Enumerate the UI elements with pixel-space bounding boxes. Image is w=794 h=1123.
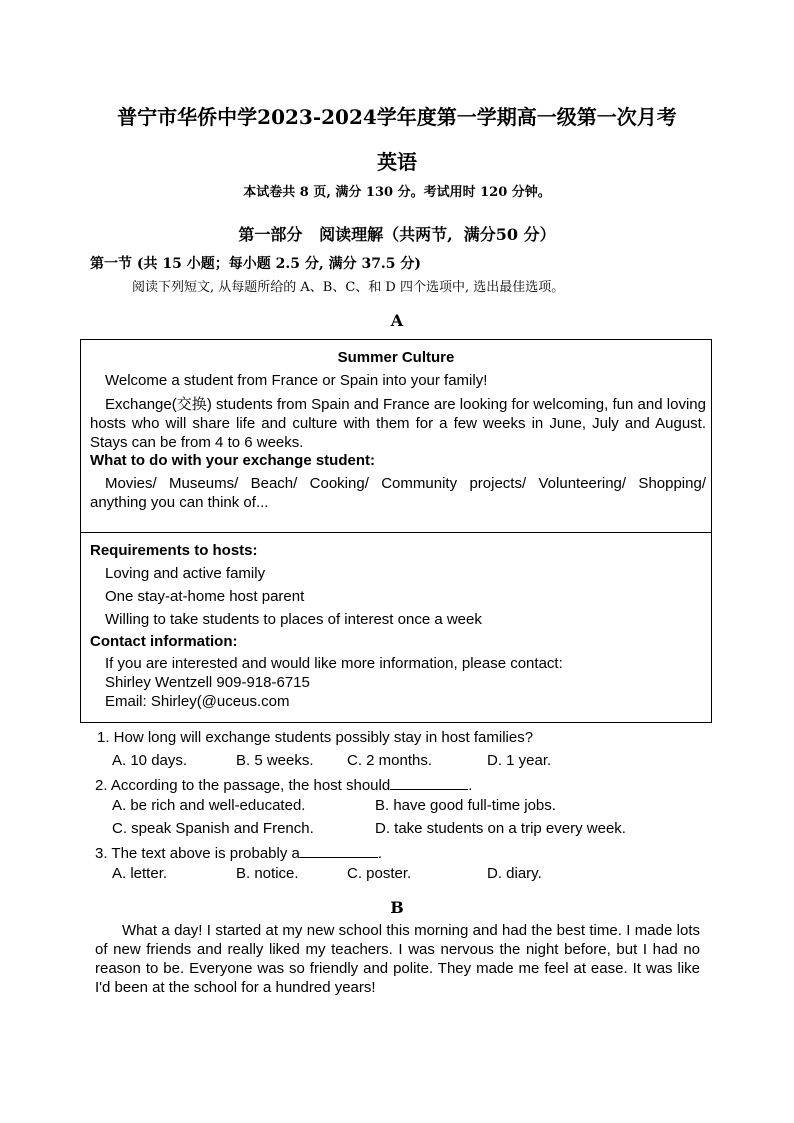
passage-b-text: What a day! I started at my new school this morning and had the best time. I made lots of new friends and really liked my teachers. I was nervous the night before, but I had no reason to be. Everyone was so friendly and polite. They made me feel at ease. It was like I'd been at the school for a hundred years! [95, 922, 700, 996]
contact-line: If you are interested and would like more information, please contact: [105, 655, 563, 672]
section-one-heading: 第一节 (共 15 小题；每小题 2.5 分, 满分 37.5 分) [90, 256, 422, 272]
part-one-heading: 第一部分 阅读理解（共两节, 满分50 分） [238, 225, 556, 244]
requirements-heading: Requirements to hosts: [90, 542, 258, 559]
passage-b-label: B [390, 898, 404, 917]
question-stem: 3. The text above is probably a . [95, 845, 383, 862]
answer-blank [300, 843, 378, 858]
option-b[interactable]: B. 5 weeks. [236, 752, 314, 769]
activities-heading: What to do with your exchange student: [90, 452, 375, 469]
exchange-paragraph: Exchange(交换) students from Spain and France are looking for welcoming, fun and loving hosts who will share life and culture with them for a few weeks in June, July and August. Stays can be from 4 to 6 weeks. [90, 396, 706, 451]
passage-a-label: A [390, 311, 404, 330]
option-b[interactable]: B. have good full-time jobs. [375, 797, 556, 814]
contact-heading: Contact information: [90, 633, 238, 650]
instruction-text: 阅读下列短文, 从每题所给的 A、B、C、和 D 四个选项中, 选出最佳选项。 [132, 280, 565, 295]
option-d[interactable]: D. diary. [487, 865, 542, 882]
option-c[interactable]: C. poster. [347, 865, 412, 882]
option-a[interactable]: A. be rich and well-educated. [112, 797, 306, 814]
answer-blank [390, 775, 468, 790]
option-d[interactable]: D. 1 year. [487, 752, 552, 769]
option-b[interactable]: B. notice. [236, 865, 299, 882]
question-stem: 2. According to the passage, the host should . [95, 777, 473, 794]
option-a[interactable]: A. 10 days. [112, 752, 188, 769]
option-a[interactable]: A. letter. [112, 865, 168, 882]
box-divider [81, 532, 711, 533]
contact-phone: Shirley Wentzell 909-918-6715 [105, 674, 310, 691]
option-c[interactable]: C. 2 months. [347, 752, 433, 769]
requirement-item: Willing to take students to places of interest once a week [105, 611, 482, 628]
passage-a-box [80, 339, 712, 723]
exam-title: 普宁市华侨中学2023-2024学年度第一学期高一级第一次月考 [117, 105, 677, 129]
box-title: Summer Culture [337, 349, 455, 366]
option-c[interactable]: C. speak Spanish and French. [112, 820, 314, 837]
activities-text: Movies/ Museums/ Beach/ Cooking/ Community projects/ Volunteering/ Shopping/ anything you can think of... [90, 475, 706, 511]
question-stem: 1. How long will exchange students possibly stay in host families? [97, 729, 534, 746]
welcome-line: Welcome a student from France or Spain into your family! [105, 372, 488, 389]
requirement-item: One stay-at-home host parent [105, 588, 305, 605]
contact-email: Email: Shirley(@uceus.com [105, 693, 290, 710]
subject-heading: 英语 [377, 150, 417, 174]
requirement-item: Loving and active family [105, 565, 266, 582]
exam-info: 本试卷共 8 页, 满分 130 分。考试用时 120 分钟。 [243, 185, 551, 200]
option-d[interactable]: D. take students on a trip every week. [375, 820, 626, 837]
